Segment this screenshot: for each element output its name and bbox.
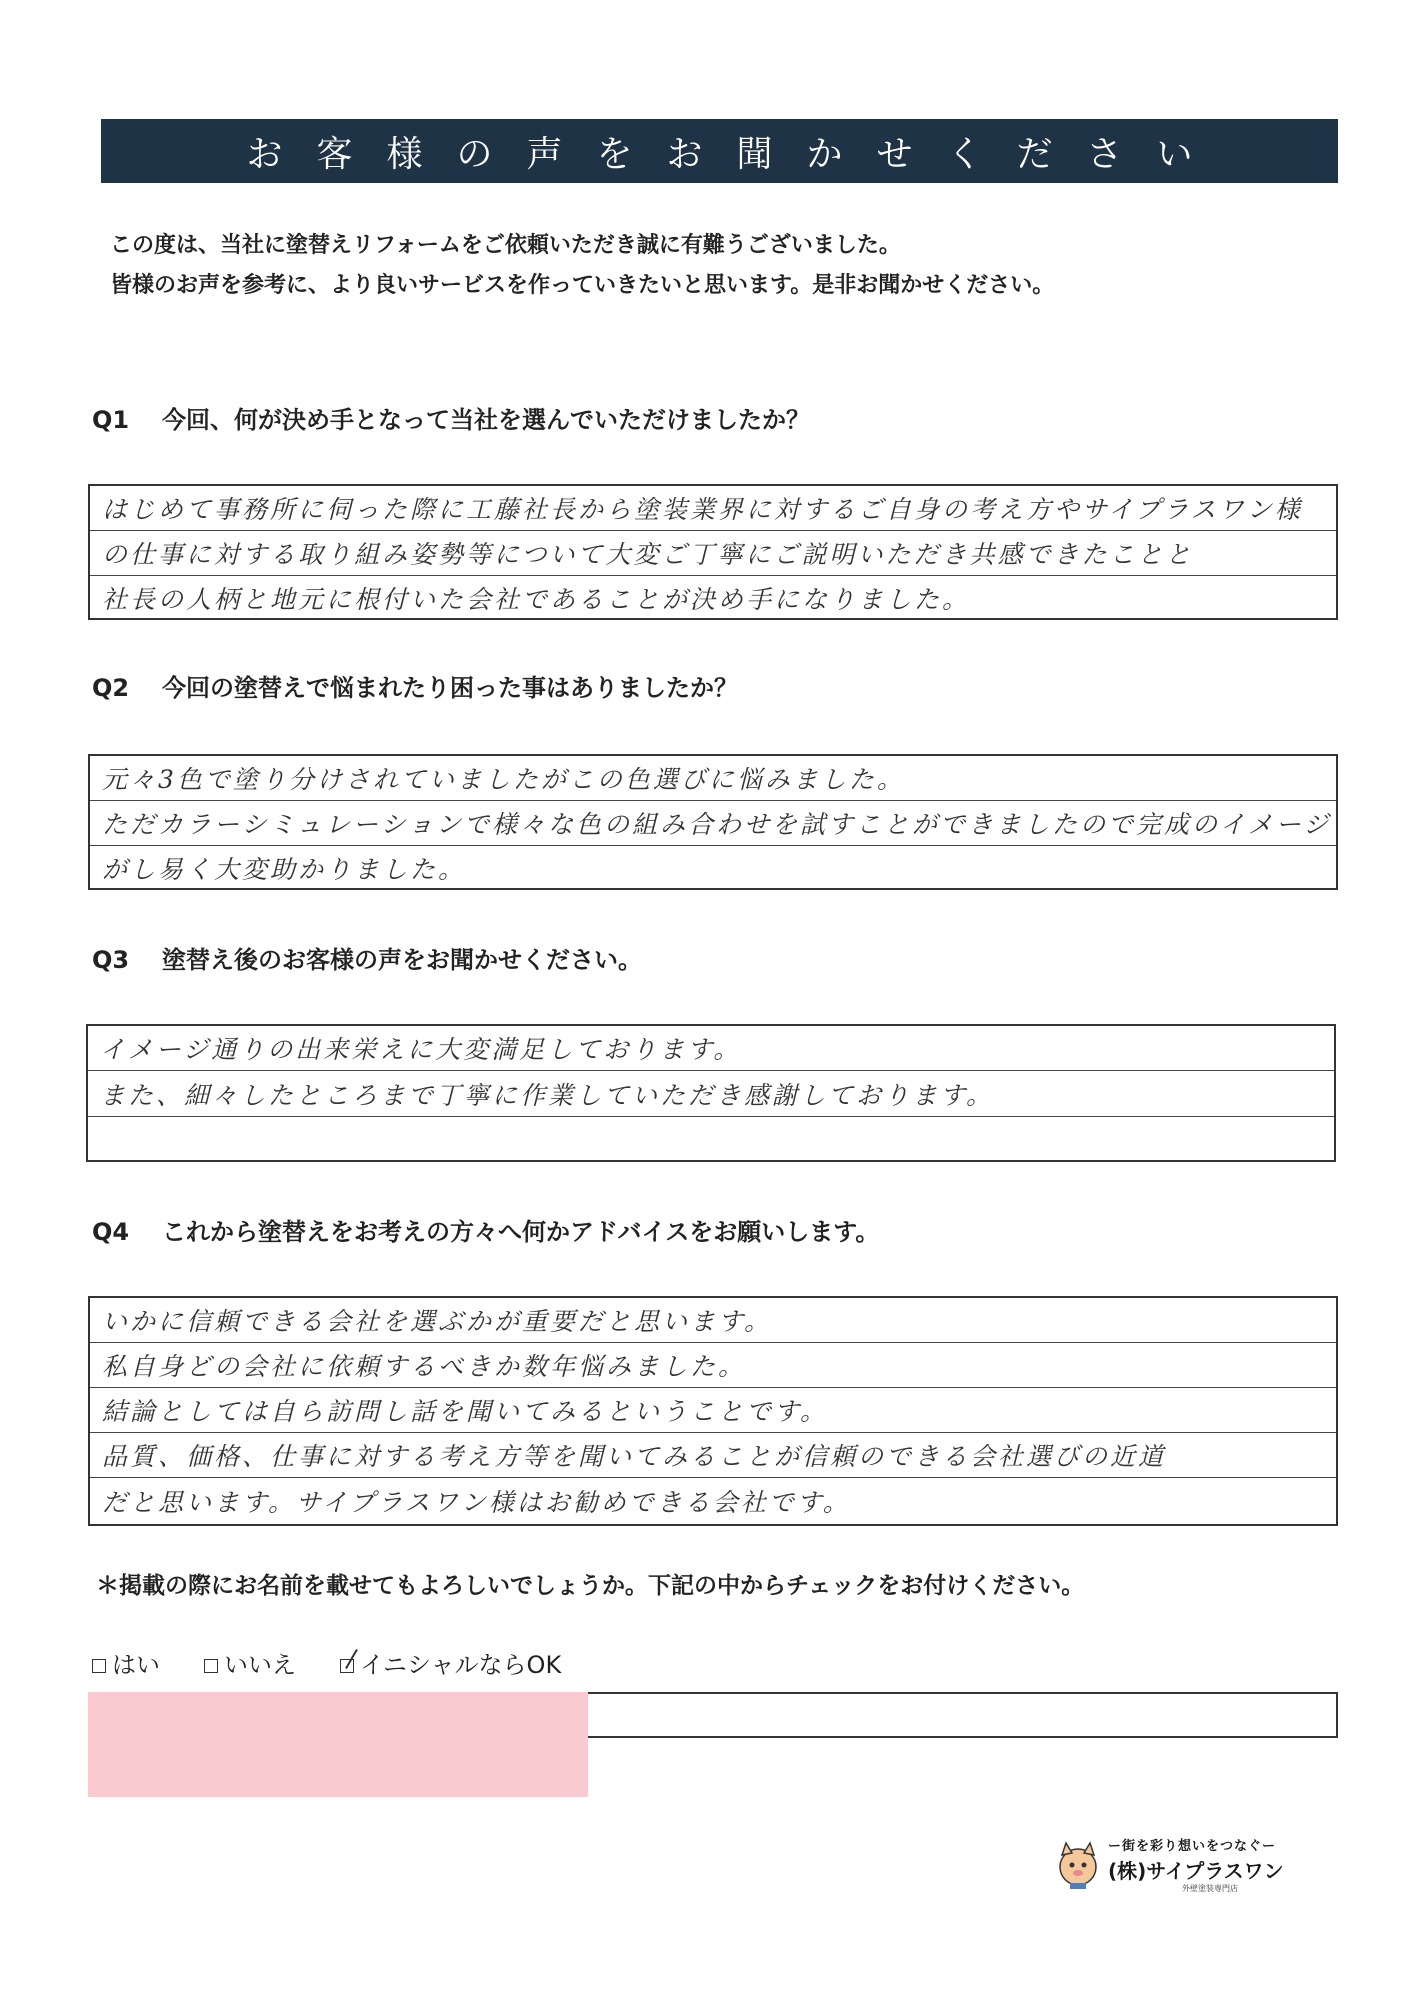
answer-line: 社長の人柄と地元に根付いた会社であることが決め手になりました。 [102,585,971,614]
answer-line: また、細々したところまで丁寧に作業していただき感謝しております。 [88,1071,1334,1117]
question-3 [92,940,642,975]
checkbox-initials[interactable] [340,1659,354,1673]
answer-line: 結論としては自ら訪問し話を聞いてみるということです。 [90,1388,1336,1433]
option-initials[interactable] [340,1645,561,1680]
answer-box-2 [88,754,1338,890]
option-no[interactable] [204,1645,296,1680]
answer-line: 私自身どの会社に依頼するべきか数年悩みました。 [90,1343,1336,1388]
option-yes[interactable] [92,1645,160,1680]
option-label: はい [112,1651,160,1679]
answer-line [88,1117,1334,1162]
checkbox-no[interactable] [204,1659,218,1673]
question-number: Q3 [92,946,130,974]
publication-note: ＊掲載の際にお名前を載せてもよろしいでしょうか。下記の中からチェックをお付けください。 [96,1573,1085,1599]
cat-mascot-icon [1052,1839,1104,1891]
question-2 [92,668,738,703]
answer-box-4 [88,1296,1338,1526]
checkbox-yes[interactable] [92,1659,106,1673]
answer-line: だと思います。サイプラスワン様はお勧めできる会社です。 [102,1488,851,1517]
answer-line: の仕事に対する取り組み姿勢等について大変ご丁寧にご説明いただき共感できたことと [90,531,1336,576]
page-title: お客様の声をお聞かせください [101,119,1338,183]
option-label: イニシャルならOK [360,1651,562,1679]
logo-tagline: ー街を彩り想いをつなぐー [1108,1839,1277,1854]
logo-name: (株)サイプラスワン [1108,1859,1284,1883]
question-number: Q2 [92,674,130,702]
answer-line: いかに信頼できる会社を選ぶかが重要だと思います。 [90,1298,1336,1343]
answer-line: ただカラーシミュレーションで様々な色の組み合わせを試すことができましたので完成のイメージ [90,801,1336,846]
answer-box-3 [86,1024,1336,1162]
logo-subtitle: 外壁塗装専門店 [1182,1884,1238,1893]
question-text: 塗替え後のお客様の声をお聞かせください。 [162,946,642,974]
question-number: Q1 [92,406,130,434]
answer-line: がし易く大変助かりました。 [102,855,467,884]
redacted-name [88,1692,588,1797]
intro-line-1: この度は、当社に塗替えリフォームをご依頼いただき誠に有難うございました。 [110,233,901,258]
question-number: Q4 [92,1218,130,1246]
answer-line: 元々3色で塗り分けされていましたがこの色選びに悩みました。 [90,756,1336,801]
intro-line-2: 皆様のお声を参考に、より良いサービスを作っていきたいと思います。是非お聞かせください。 [110,273,1055,298]
answer-line: 品質、価格、仕事に対する考え方等を聞いてみることが信頼のできる会社選びの近道 [90,1433,1336,1478]
answer-box-1 [88,484,1338,620]
question-text: これから塗替えをお考えの方々へ何かアドバイスをお願いします。 [162,1218,880,1246]
name-options [92,1645,605,1680]
answer-line: イメージ通りの出来栄えに大変満足しております。 [88,1026,1334,1071]
answer-line: はじめて事務所に伺った際に工藤社長から塗装業界に対するご自身の考え方やサイプラスワン様 [90,486,1336,531]
question-text: 今回、何が決め手となって当社を選んでいただけましたか？ [162,406,810,434]
company-logo [1052,1835,1307,1897]
question-text: 今回の塗替えで悩まれたり困った事はありましたか？ [162,674,738,702]
question-1 [92,400,810,435]
option-label: いいえ [224,1651,296,1679]
question-4 [92,1212,879,1247]
